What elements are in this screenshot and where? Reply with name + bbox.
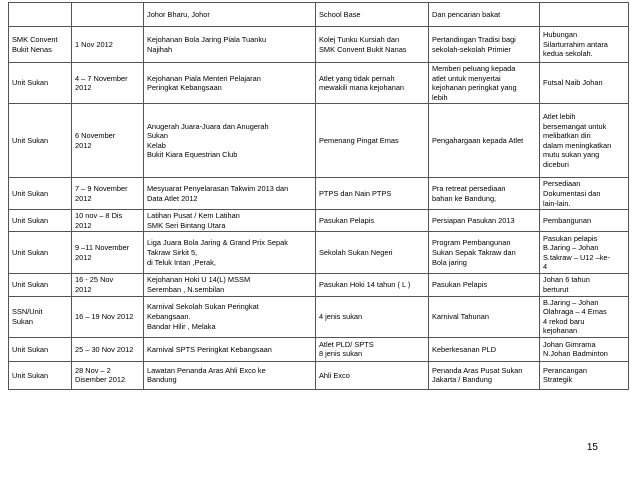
cell-text-line: 4 [543,262,548,272]
cell-text-line: Perancangan [543,365,587,375]
cell-participants [316,104,429,178]
cell-text-line: Unit Sukan [12,344,49,354]
cell-text-line: Pasukan Pelapis [432,280,488,290]
cell-text-line: dalam meningkatkan [543,140,612,150]
cell-text-line: S.takraw – U12 –ke- [543,252,610,262]
cell-text-line: Kolej Tunku Kursiah dan [319,34,400,44]
cell-text-line: Latihan Pusat / Kem Latihan [147,211,240,221]
cell-text-line: Mesyuarat Penyelarasan Takwim 2013 dan [147,184,289,194]
cell-text-line: 28 Nov – 2 [75,365,111,375]
cell-event [144,27,316,63]
cell-event [144,210,316,232]
table-row [9,274,629,296]
cell-text-line: melibatkan diri [543,131,591,141]
cell-event [144,337,316,361]
cell-text-line: Unit Sukan [12,136,49,146]
cell-text-line: Karnival Tahunan [432,311,489,321]
cell-event [144,104,316,178]
cell-text-line: Persediaan [543,179,581,189]
cell-result [540,27,629,63]
cell-objective [429,178,540,210]
cell-participants [316,337,429,361]
cell-event [144,274,316,296]
cell-result [540,3,629,27]
cell-participants [316,210,429,232]
cell-text-line: Pasukan pelapis [543,233,598,243]
cell-text-line: Persiapan Pasukan 2013 [432,215,515,225]
cell-text-line: di Teluk Intan ,Perak, [147,257,216,267]
cell-text-line: Liga Juara Bola Jaring & Grand Prix Sepak [147,238,288,248]
table-row [9,104,629,178]
cell-date [72,274,144,296]
cell-result [540,274,629,296]
cell-text-line: Atlet lebih [543,112,576,122]
page-number: 15 [586,442,598,453]
cell-unit [9,178,72,210]
cell-text-line: Unit Sukan [12,188,49,198]
cell-text-line: Pasukan Hoki 14 tahun ( L ) [319,280,411,290]
cell-text-line: mutu sukan yang [543,150,600,160]
cell-text-line: Unit Sukan [12,215,49,225]
cell-text-line: Sukan Sepak Takraw dan [432,248,516,258]
cell-text-line: 4 jenis sukan [319,311,363,321]
cell-result [540,232,629,274]
cell-text-line: Ahli Exco [319,370,350,380]
cell-objective [429,361,540,389]
cell-text-line: mewakili mana kejohanan [319,83,405,93]
cell-text-line: Pra retreat persediaan [432,184,506,194]
cell-text-line: bersemangat untuk [543,121,607,131]
cell-text-line: Pembangunan [543,215,592,225]
cell-date [72,104,144,178]
cell-text-line: Kelab [147,140,166,150]
cell-text-line: Unit Sukan [12,370,49,380]
cell-objective [429,337,540,361]
cell-text-line: lain-lain. [543,198,571,208]
cell-result [540,361,629,389]
cell-text-line: 6 November [75,131,116,141]
cell-text-line: Lawatan Penanda Aras Ahli Exco ke [147,365,266,375]
cell-text-line: 25 – 30 Nov 2012 [75,344,134,354]
cell-text-line: Jakarta / Bandung [432,375,492,385]
cell-result [540,178,629,210]
cell-text-line: 2012 [75,140,92,150]
table-row [9,27,629,63]
table-row [9,337,629,361]
cell-text-line: Disember 2012 [75,375,126,385]
cell-unit [9,27,72,63]
cell-text-line: Penanda Aras Pusat Sukan [432,365,523,375]
cell-text-line: 2012 [75,252,92,262]
cell-unit [9,104,72,178]
cell-date [72,63,144,104]
cell-text-line: Karnival SPTS Peringkat Kebangsaan [147,344,272,354]
cell-text-line: diceburi [543,160,569,170]
cell-event [144,63,316,104]
cell-text-line: Dan pencarian bakat [432,9,501,19]
cell-participants [316,3,429,27]
cell-date [72,27,144,63]
cell-text-line: Silarturrahim antara [543,39,608,49]
cell-text-line: Unit Sukan [12,248,49,258]
cell-text-line: PTPS dan Nain PTPS [319,188,392,198]
cell-result [540,337,629,361]
cell-text-line: SMK Convent Bukit Nanas [319,44,407,54]
cell-text-line: atlet untuk menyertai [432,73,501,83]
cell-date [72,178,144,210]
cell-text-line: 9 –11 November [75,243,130,253]
cell-text-line: SMK Convent [12,34,58,44]
cell-text-line: N.Johan Badminton [543,349,608,359]
cell-result [540,104,629,178]
cell-text-line: B.Jaring – Johan [543,297,599,307]
cell-text-line: Anugerah Juara-Juara dan Anugerah [147,121,269,131]
cell-text-line: Program Pembangunan [432,238,511,248]
cell-unit [9,232,72,274]
cell-text-line: SSN/Unit [12,307,43,317]
cell-text-line: Data Atlet 2012 [147,193,198,203]
table-row [9,178,629,210]
cell-text-line: berturut [543,284,569,294]
cell-text-line: Karnival Sekolah Sukan Peringkat [147,302,259,312]
cell-text-line: Strategik [543,375,573,385]
cell-date [72,210,144,232]
cell-text-line: Bukit Nenas [12,44,52,54]
cell-date [72,296,144,337]
cell-unit [9,210,72,232]
cell-participants [316,232,429,274]
cell-text-line: 10 nov – 8 Dis [75,211,123,221]
cell-text-line: Futsal Naib Johan [543,78,603,88]
cell-participants [316,296,429,337]
cell-objective [429,104,540,178]
cell-objective [429,274,540,296]
cell-participants [316,178,429,210]
cell-text-line: Seremban , N.sembilan [147,284,225,294]
cell-text-line: Sekolah Sukan Negeri [319,248,393,258]
table-row [9,63,629,104]
cell-text-line: 4 rekod baru [543,316,585,326]
cell-date [72,337,144,361]
cell-result [540,63,629,104]
cell-text-line: Bukit Kiara Equestrian Club [147,150,238,160]
cell-text-line: Pasukan Pelapis [319,215,375,225]
cell-text-line: bahan ke Bandung, [432,193,497,203]
cell-text-line: School Base [319,9,361,19]
cell-text-line: 7 – 9 November [75,184,128,194]
table-row [9,3,629,27]
cell-text-line: kejohanan [543,326,578,336]
cell-unit [9,3,72,27]
cell-participants [316,361,429,389]
cell-text-line: Pengahargaan kepada Atlet [432,136,524,146]
cell-text-line: 2012 [75,284,92,294]
cell-text-line: Memberi peluang kepada [432,64,516,73]
cell-event [144,296,316,337]
cell-objective [429,3,540,27]
cell-text-line: Takraw Sirkit 5, [147,248,198,258]
cell-text-line: Atlet PLD/ SPTS [319,339,374,349]
cell-text-line: Bandung [147,375,177,385]
cell-text-line: Sukan [12,316,33,326]
cell-text-line: Pemenang Pingat Emas [319,136,399,146]
cell-objective [429,232,540,274]
table-row [9,232,629,274]
cell-text-line: Olahraga – 4 Emas [543,307,607,317]
cell-text-line: Unit Sukan [12,78,49,88]
cell-text-line: lebih [432,92,448,102]
cell-text-line: Sukan [147,131,168,141]
cell-text-line: 8 jenis sukan [319,349,363,359]
activity-table [8,2,629,390]
cell-objective [429,296,540,337]
cell-objective [429,210,540,232]
cell-text-line: Johan 6 tahun [543,275,590,285]
cell-date [72,232,144,274]
table-row [9,210,629,232]
cell-text-line: Keberkesanan PLD [432,344,497,354]
cell-text-line: 16 - 25 Nov [75,275,114,285]
cell-text-line: Johor Bharu, Johor [147,9,210,19]
cell-text-line: sekolah-sekolah Primier [432,44,511,54]
cell-unit [9,361,72,389]
cell-event [144,178,316,210]
cell-text-line: Kejohanan Piala Menteri Pelajaran [147,73,261,83]
cell-text-line: Dokumentasi dan [543,188,601,198]
cell-text-line: 2012 [75,83,92,93]
cell-objective [429,63,540,104]
cell-participants [316,27,429,63]
cell-unit [9,63,72,104]
cell-participants [316,274,429,296]
cell-date [72,3,144,27]
cell-event [144,232,316,274]
cell-text-line: SMK Seri Bintang Utara [147,220,226,230]
cell-text-line: Unit Sukan [12,280,49,290]
cell-event [144,3,316,27]
cell-text-line: Peringkat Kebangsaan [147,83,222,93]
cell-participants [316,63,429,104]
cell-text-line: 2012 [75,220,92,230]
cell-text-line: Kebangsaan. [147,311,191,321]
cell-result [540,210,629,232]
cell-event [144,361,316,389]
cell-text-line: kejohanan peringkat yang [432,83,517,93]
table-row [9,361,629,389]
cell-text-line: Kejohanan Hoki U 14(L) MSSM [147,275,251,285]
cell-text-line: 16 – 19 Nov 2012 [75,311,134,321]
cell-text-line: Najihah [147,44,173,54]
cell-text-line: B.Jaring – Johan [543,243,599,253]
cell-text-line: Hubungan [543,30,578,40]
cell-text-line: Bandar Hilir , Melaka [147,321,216,331]
cell-unit [9,274,72,296]
cell-objective [429,27,540,63]
cell-text-line: Bola jaring [432,257,467,267]
cell-text-line: Kejohanan Bola Jaring Piala Tuanku [147,34,267,44]
cell-date [72,361,144,389]
cell-unit [9,296,72,337]
cell-text-line: 2012 [75,193,92,203]
cell-unit [9,337,72,361]
cell-text-line: Johan Gimrama [543,339,596,349]
table-row [9,296,629,337]
cell-text-line: 1 Nov 2012 [75,39,113,49]
cell-text-line: kedua sekolah. [543,49,593,59]
cell-text-line: 4 – 7 November [75,73,128,83]
cell-text-line: Atlet yang tidak pernah [319,73,395,83]
cell-result [540,296,629,337]
cell-text-line: Pertandingan Tradisi bagi [432,34,516,44]
